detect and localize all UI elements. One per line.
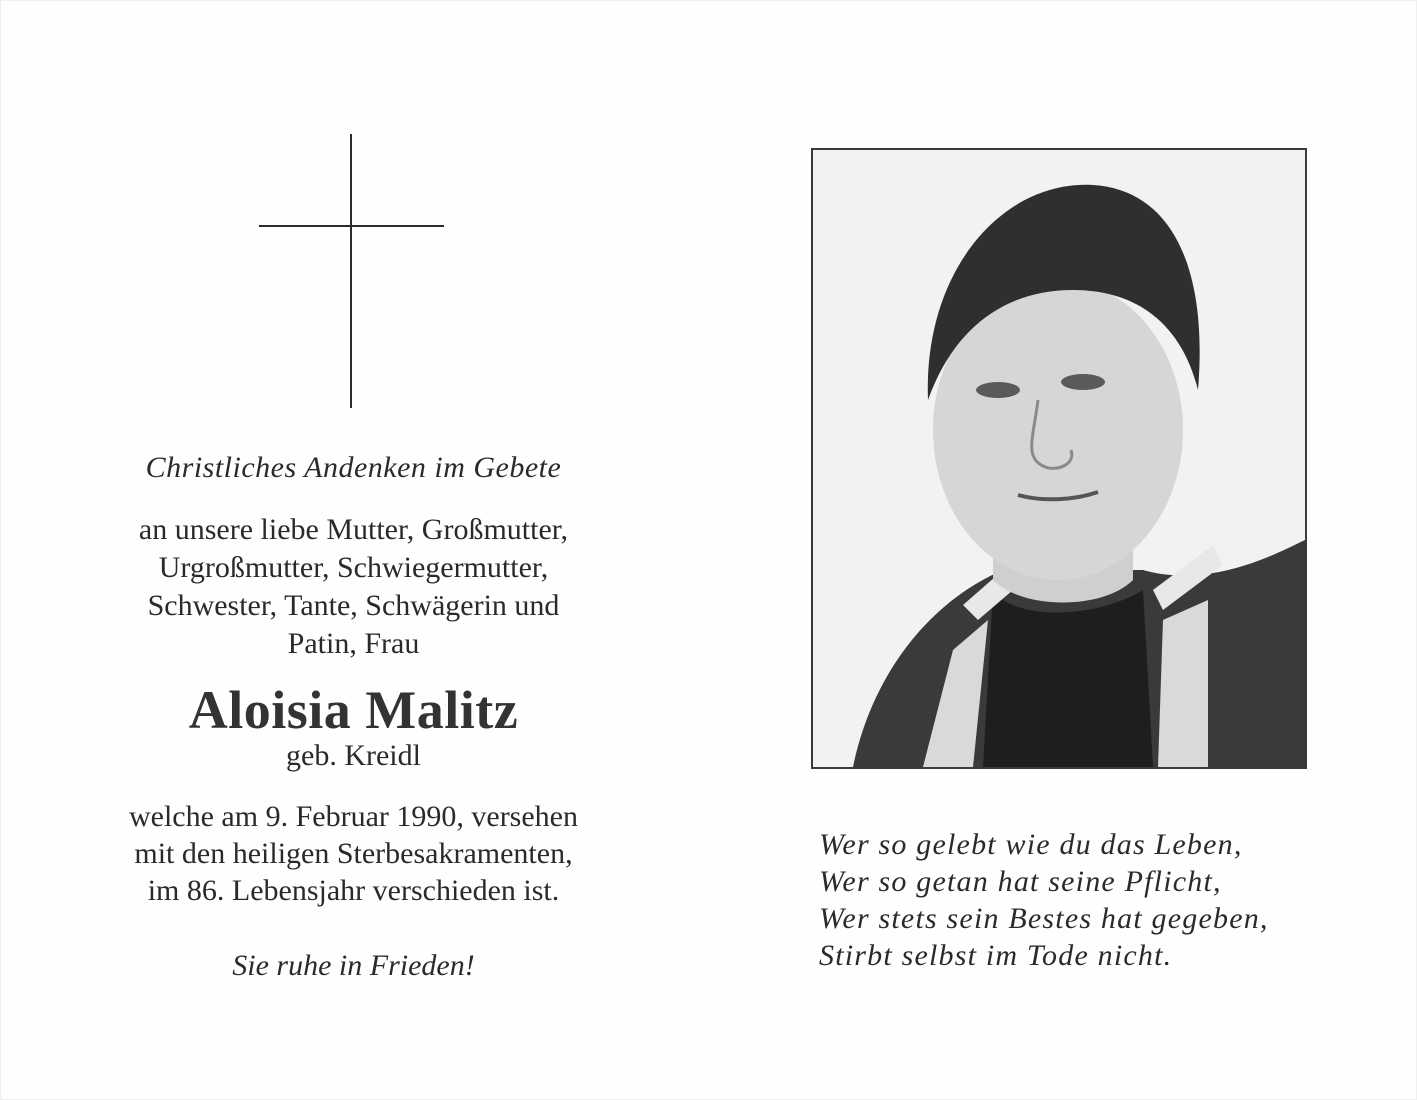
relations-line: Urgroßmutter, Schwiegermutter,	[158, 551, 549, 584]
death-line: welche am 9. Februar 1990, versehen	[128, 800, 578, 833]
cross-horizontal-bar	[259, 225, 444, 227]
intro-line: Christliches Andenken im Gebete	[145, 451, 562, 484]
relations-line: Schwester, Tante, Schwägerin und	[147, 589, 560, 622]
cross-icon	[259, 134, 444, 408]
relations-line: Patin, Frau	[287, 627, 420, 660]
poem-line: Stirbt selbst im Tode nicht.	[819, 939, 1173, 972]
poem-line: Wer so gelebt wie du das Leben,	[819, 828, 1243, 861]
relations-block	[61, 511, 646, 663]
portrait-photo	[811, 148, 1307, 769]
closing-blessing: Sie ruhe in Frieden!	[232, 949, 475, 982]
death-notice	[61, 798, 646, 909]
maiden-name: geb. Kreidl	[286, 739, 421, 772]
poem-line: Wer so getan hat seine Pflicht,	[819, 865, 1222, 898]
portrait-illustration	[813, 150, 1305, 767]
deceased-name: Aloisia Malitz	[188, 680, 519, 740]
cross-vertical-bar	[350, 134, 352, 408]
death-line: im 86. Lebensjahr verschieden ist.	[147, 874, 560, 907]
poem-block	[819, 826, 1379, 974]
relations-line: an unsere liebe Mutter, Großmutter,	[138, 513, 569, 546]
death-line: mit den heiligen Sterbesakramenten,	[134, 837, 573, 870]
poem-line: Wer stets sein Bestes hat gegeben,	[819, 902, 1269, 935]
